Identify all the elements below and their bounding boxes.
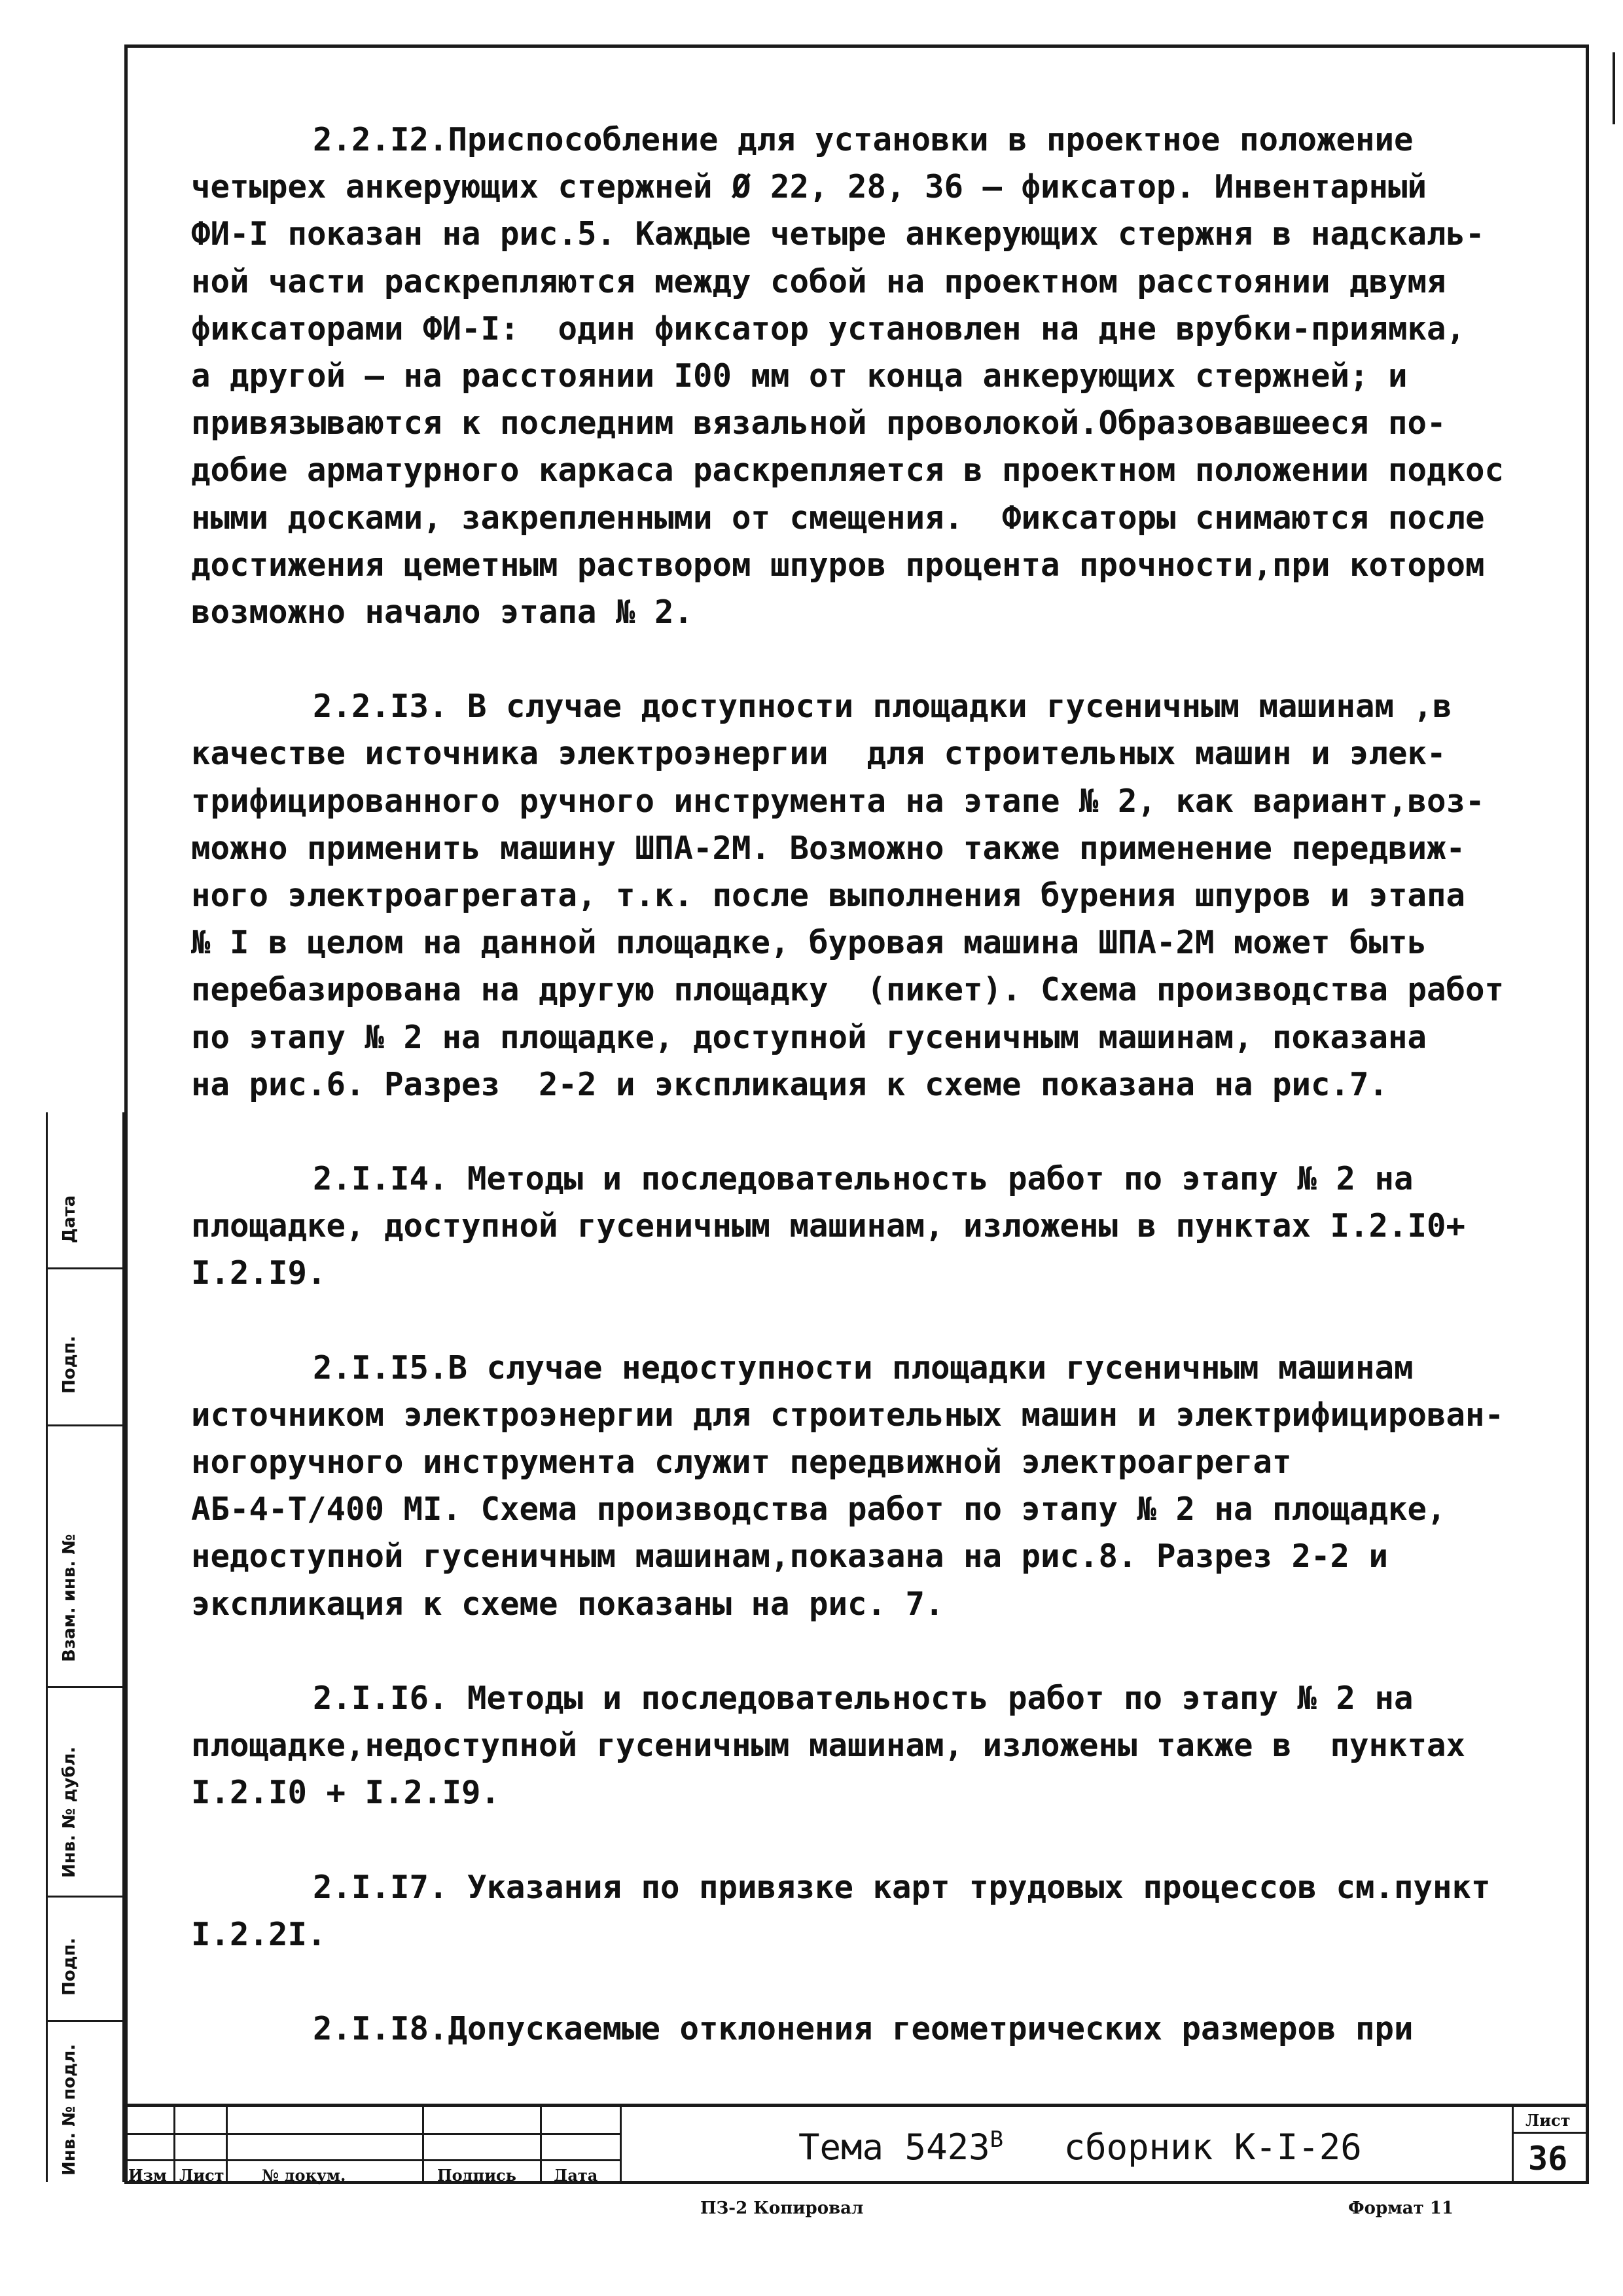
text-line: источником электроэнергии для строительных машин и электрифицирован- xyxy=(191,1396,1505,1434)
collection-name: сборник К-I-26 xyxy=(1063,2127,1362,2168)
text-line: 2.2.I2.Приспособление для установки в проектное положение xyxy=(313,121,1414,158)
side-label-sign: Подп. xyxy=(60,1335,79,1394)
side-cell-dup xyxy=(48,1688,122,1898)
side-label-date: Дата xyxy=(60,1195,79,1243)
col-label-doc: № докум. xyxy=(262,2166,346,2185)
sheet-divider xyxy=(1514,2132,1589,2134)
text-line: I.2.2I. xyxy=(191,1915,327,1953)
text-line: 2.I.I7. Указания по привязке карт трудовых процессов см.пункт xyxy=(313,1868,1491,1906)
col-label-list: Лист xyxy=(179,2166,224,2185)
text-line: площадке,недоступной гусеничным машинам, изложены также в пунктах xyxy=(191,1727,1466,1765)
text-line: достижения цеметным раствором шпуров процента прочности,при котором xyxy=(191,546,1485,584)
edge-mark xyxy=(1613,52,1615,124)
paragraph xyxy=(191,1345,1572,1628)
text-line: площадке, доступной гусеничным машинам, изложены в пунктах I.2.I0+ xyxy=(191,1207,1466,1245)
side-cell-sign xyxy=(48,1269,122,1426)
text-line: ного электроагрегата, т.к. после выполнения бурения шпуров и этапа xyxy=(191,877,1466,915)
paragraph xyxy=(191,1675,1572,1817)
text-line: привязываются к последним вязальной проволокой.Образовавшееся по- xyxy=(191,404,1446,442)
text-line: добие арматурного каркаса раскрепляется в проектном положении подкос xyxy=(191,451,1505,489)
text-line: четырех анкерующих стержней Ø 22, 28, 36 – фиксатор. Инвентарный xyxy=(191,168,1427,206)
sheet-box xyxy=(1512,2107,1589,2184)
text-line: 2.I.I4. Методы и последовательность работ по этапу № 2 на xyxy=(313,1160,1414,1198)
side-label-replace: Взам. инв. № xyxy=(60,1534,79,1662)
text-line: ногоручного инструмента служит передвижной электроагрегат xyxy=(191,1443,1292,1481)
text-line: № I в целом на данной площадке, буровая машина ШПА-2М может быть xyxy=(191,924,1427,962)
paragraph xyxy=(191,683,1572,1108)
text-line: на рис.6. Разрез 2-2 и экспликация к схеме показана на рис.7. xyxy=(191,1065,1389,1103)
side-cell-replace xyxy=(48,1426,122,1688)
side-cell-date xyxy=(48,1112,122,1269)
side-label-orig: Инв. № подл. xyxy=(60,2043,79,2176)
side-label-sign2: Подп. xyxy=(60,1937,79,1996)
col-label-izm: Изм xyxy=(128,2166,167,2185)
side-cell-sign2 xyxy=(48,1898,122,2022)
paragraph xyxy=(191,2005,1572,2053)
text-line: 2.I.I8.Допускаемые отклонения геометрических размеров при xyxy=(313,2009,1414,2047)
text-line: фиксаторами ФИ-I: один фиксатор установлен на дне врубки-приямка, xyxy=(191,309,1466,347)
sheet-number: 36 xyxy=(1528,2140,1568,2178)
footer-copied: ПЗ-2 Копировал xyxy=(700,2199,864,2218)
paragraph xyxy=(191,1156,1572,1298)
side-cell-orig xyxy=(48,2022,122,2182)
text-line: I.2.I9. xyxy=(191,1254,327,1292)
text-line: трифицированного ручного инструмента на этапе № 2, как вариант,воз- xyxy=(191,782,1485,820)
text-line: 2.2.I3. В случае доступности площадки гусеничным машинам ,в xyxy=(313,688,1452,726)
text-line: недоступной гусеничным машинам,показана на рис.8. Разрез 2-2 и xyxy=(191,1538,1389,1576)
col-label-sign: Подпись xyxy=(437,2166,516,2185)
text-line: возможно начало этапа № 2. xyxy=(191,593,694,631)
theme-name: Тема 5423 xyxy=(798,2127,990,2168)
theme-superscript: В xyxy=(990,2127,1004,2153)
text-line: экспликация к схеме показаны на рис. 7. xyxy=(191,1585,944,1623)
side-label-dup: Инв. № дубл. xyxy=(60,1746,79,1878)
document-body xyxy=(191,116,1572,2100)
text-line: качестве источника электроэнергии для строительных машин и элек- xyxy=(191,735,1446,773)
paragraph xyxy=(191,1864,1572,1958)
text-line: ной части раскрепляются между собой на проектном расстоянии двумя xyxy=(191,262,1446,300)
text-line: 2.I.I6. Методы и последовательность работ по этапу № 2 на xyxy=(313,1679,1414,1717)
sheet-label: Лист xyxy=(1525,2111,1571,2130)
theme-title xyxy=(798,2127,1362,2168)
side-stamp-strip xyxy=(46,1112,124,2182)
title-block xyxy=(124,2104,1589,2184)
text-line: ными досками, закрепленными от смещения. Фиксаторы снимаются после xyxy=(191,499,1485,537)
text-line: АБ-4-Т/400 МI. Схема производства работ по этапу № 2 на площадке, xyxy=(191,1491,1446,1528)
col-label-date: Дата xyxy=(554,2166,598,2185)
paragraph xyxy=(191,116,1572,636)
text-line: 2.I.I5.В случае недоступности площадки гусеничным машинам xyxy=(313,1349,1414,1386)
text-line: по этапу № 2 на площадке, доступной гусеничным машинам, показана xyxy=(191,1018,1427,1056)
text-line: а другой – на расстоянии I00 мм от конца анкерующих стержней; и xyxy=(191,357,1408,395)
text-line: I.2.I0 + I.2.I9. xyxy=(191,1774,501,1812)
text-line: ФИ-I показан на рис.5. Каждые четыре анкерующих стержня в надскаль- xyxy=(191,215,1485,253)
footer-format: Формат 11 xyxy=(1348,2199,1454,2218)
text-line: можно применить машину ШПА-2М. Возможно также применение передвиж- xyxy=(191,829,1466,867)
text-line: перебазирована на другую площадку (пикет). Схема производства работ xyxy=(191,971,1505,1009)
